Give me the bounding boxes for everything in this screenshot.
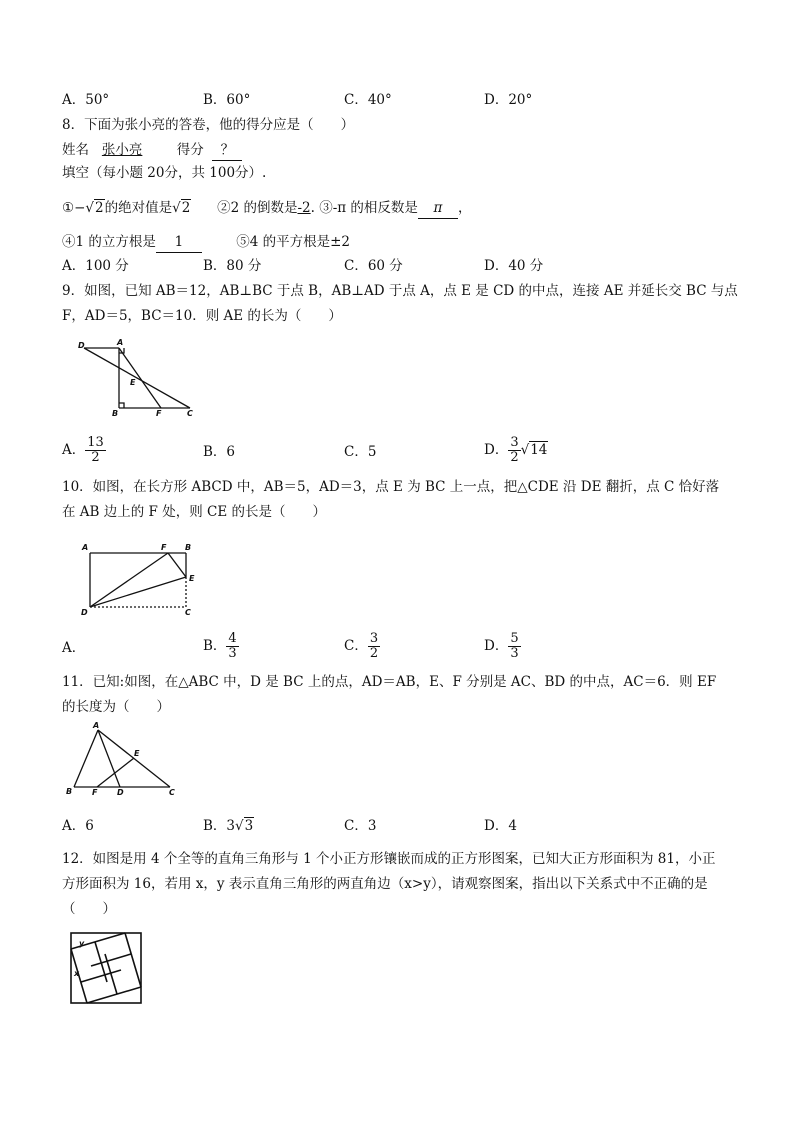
q9-right-angle-b	[119, 403, 124, 408]
q9-label-e: E	[130, 378, 136, 387]
q11-option-b	[203, 816, 254, 836]
q10-stem-line2: 在 AB 边上的 F 处，则 CE 的长是（ ）	[62, 504, 326, 520]
q11-stem-line1: 11．已知:如图，在△ABC 中，D 是 BC 上的点，AD＝AB，E、F 分别是 AC、BD 的中点，AC＝6．则 EF	[62, 674, 717, 690]
q11-option-a: A．6	[62, 818, 94, 834]
q11-seg-fe	[97, 758, 134, 787]
q10-option-d-prefix: D．	[484, 638, 509, 654]
q12-inner-4	[81, 970, 121, 982]
q10-option-c	[344, 632, 380, 661]
q9-option-d-fraction	[508, 436, 520, 465]
q12-stem-line1: 12．如图是用 4 个全等的直角三角形与 1 个小正方形镶嵌而成的正方形图案，已知大正方形面积为 81，小正	[62, 851, 716, 867]
q11-figure	[62, 720, 192, 798]
q12-inner-2	[91, 954, 131, 966]
q9-option-d-denominator: 2	[510, 450, 519, 465]
q11-label-a: A	[93, 721, 100, 730]
q10-stem-line1: 10．如图，在长方形 ABCD 中，AB＝5，AD＝3，点 E 为 BC 上一点，把△CDE 沿 DE 翻折，点 C 恰好落	[62, 479, 720, 495]
q7-option-a: A．50°	[62, 92, 110, 108]
q8-item1-radicand: 2	[95, 200, 104, 216]
q8-item1-text: ①−	[62, 200, 86, 216]
q10-option-c-denominator: 2	[369, 646, 379, 661]
q9-option-b: B．6	[203, 444, 236, 460]
q8-intro: 填空（每小题 20分，共 100分）.	[62, 165, 267, 181]
q9-seg-af	[119, 348, 161, 408]
q8-option-c: C．60 分	[344, 258, 403, 274]
q8-option-b: B．80 分	[203, 258, 262, 274]
q10-option-c-numerator: 3	[369, 631, 379, 646]
q8-name-value: 张小亮	[101, 142, 143, 158]
q8-item4-text: ④1 的立方根是	[62, 234, 156, 250]
q10-option-d	[484, 632, 521, 661]
q10-option-b-denominator: 3	[228, 646, 237, 661]
q7-option-d: D．20°	[484, 92, 533, 108]
q12-stem-line2: 方形面积为 16，若用 x，y 表示直角三角形的两直角边（x>y），请观察图案，指出以下关系式中不正确的是	[62, 876, 708, 892]
q10-label-b: B	[185, 543, 192, 552]
q9-option-d-prefix: D．	[484, 442, 509, 458]
q11-label-f: F	[92, 788, 98, 797]
q8-item1-label: 的绝对值是	[104, 200, 173, 216]
q12-seg-right	[125, 933, 141, 987]
q12-stem-line3: （ ）	[62, 901, 116, 917]
q11-option-c: C．3	[344, 818, 377, 834]
q8-stem: 8．下面为张小亮的答卷，他的得分应是（ ）	[62, 117, 355, 133]
q8-item2-text: ②2 的倒数是	[217, 200, 298, 216]
q9-option-d-numerator: 3	[510, 435, 519, 450]
q8-score-value: ？	[212, 140, 242, 161]
q8-item3-end: ，	[457, 200, 472, 216]
q9-label-c: C	[187, 409, 193, 418]
q10-option-a: A．	[62, 640, 86, 656]
q10-seg-de	[90, 577, 186, 607]
q10-option-d-denominator: 3	[510, 646, 519, 661]
q8-item2-answer: -2	[297, 200, 311, 216]
q9-option-d	[484, 436, 548, 465]
q8-items-line1	[62, 198, 471, 219]
q11-option-b-radicand: 3	[244, 818, 254, 834]
q9-label-d: D	[78, 341, 85, 350]
q8-item1-answer: √2	[172, 200, 191, 216]
q10-label-e: E	[189, 574, 195, 583]
q11-option-b-sqrt: √3	[235, 818, 254, 834]
q12-seg-bottom	[87, 987, 141, 1003]
q10-option-b-prefix: B．	[203, 638, 227, 654]
q8-items-line2	[62, 232, 350, 253]
q8-item5-text: ⑤4 的平方根是±2	[236, 234, 351, 250]
q9-seg-dc	[84, 348, 190, 408]
q10-option-c-prefix: C．	[344, 638, 368, 654]
q10-label-d: D	[81, 608, 88, 617]
q10-option-d-numerator: 5	[510, 631, 519, 646]
q11-label-e: E	[134, 749, 140, 758]
q10-option-b	[203, 632, 239, 661]
q9-option-a-numerator: 13	[87, 435, 104, 450]
q10-option-d-fraction	[508, 632, 520, 661]
q9-label-a: A	[117, 338, 124, 347]
q10-label-c: C	[185, 608, 191, 617]
q9-option-d-sqrt: √14	[520, 442, 548, 458]
q9-label-f: F	[156, 409, 162, 418]
q11-label-d: D	[117, 788, 124, 797]
q8-item4-answer: 1	[156, 232, 202, 253]
q8-option-d: D．40 分	[484, 258, 544, 274]
q8-name-score-line	[62, 140, 242, 161]
q11-seg-ab	[74, 730, 98, 787]
q9-option-a-prefix: A．	[62, 442, 86, 458]
q11-label-b: B	[66, 787, 73, 796]
q12-figure	[66, 928, 146, 1008]
q11-option-d: D．4	[484, 818, 517, 834]
q7-option-c: C．40°	[344, 92, 392, 108]
q9-stem-line1: 9．如图，已知 AB＝12，AB⊥BC 于点 B，AB⊥AD 于点 A，点 E 是 CD 的中点，连接 AE 并延长交 BC 与点	[62, 283, 738, 299]
q10-option-c-fraction	[368, 632, 380, 661]
q10-label-f: F	[161, 543, 167, 552]
q11-label-c: C	[169, 788, 175, 797]
q11-stem-line2: 的长度为（ ）	[62, 699, 170, 715]
q12-label-y: y	[79, 939, 85, 948]
q9-option-a	[62, 436, 106, 465]
q10-seg-fe	[168, 553, 186, 577]
q11-option-b-prefix: B．3	[203, 818, 236, 834]
q9-option-d-radicand: 14	[530, 442, 548, 458]
q9-figure	[70, 338, 210, 418]
q9-label-b: B	[112, 409, 119, 418]
q8-name-label: 姓名	[62, 142, 89, 158]
q10-option-b-fraction	[226, 632, 238, 661]
q7-option-b: B．60°	[203, 92, 251, 108]
q10-label-a: A	[82, 543, 89, 552]
q10-seg-df	[90, 553, 168, 607]
q10-figure	[72, 540, 212, 620]
q9-stem-line2: F，AD＝5，BC＝10．则 AE 的长为（ ）	[62, 308, 342, 324]
q8-item1-answer-radicand: 2	[181, 200, 191, 216]
q8-item1-sqrt: √2	[85, 200, 104, 216]
q8-item3-answer: π	[418, 198, 458, 219]
q12-label-x: x	[74, 969, 80, 978]
q10-option-b-numerator: 4	[228, 631, 237, 646]
q9-option-c: C．5	[344, 444, 377, 460]
q9-option-a-fraction	[85, 436, 106, 465]
q8-score-label: 得分	[176, 142, 204, 158]
q8-option-a: A．100 分	[62, 258, 129, 274]
q8-item3-text: . ③-π 的相反数是	[310, 200, 418, 216]
q9-option-a-denominator: 2	[91, 450, 100, 465]
